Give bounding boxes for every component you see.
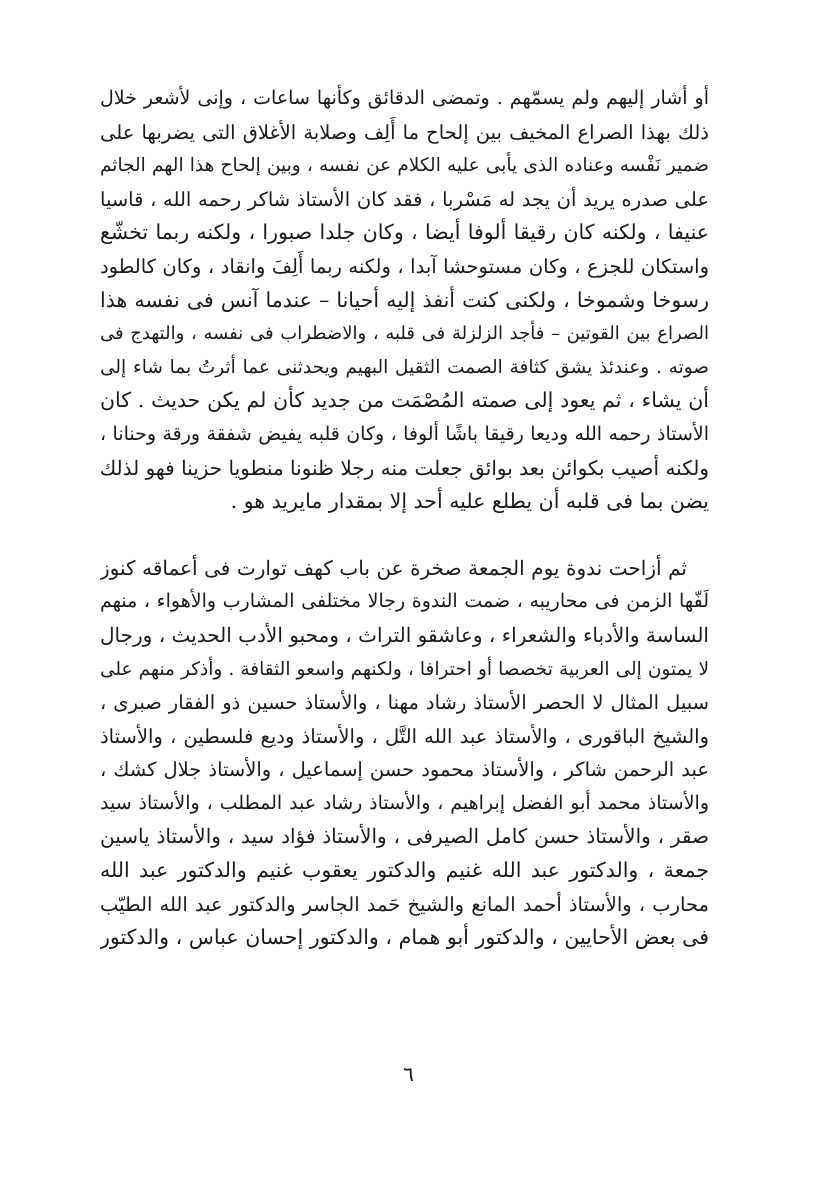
text-line: لا يمتون إلى العربية تخصصا أو احترافا ، ولكنهم واسعو الثقافة . وأذكر منهم على xyxy=(100,658,709,680)
paragraph-1 xyxy=(100,82,709,519)
text-line: الساسة والأدباء والشعراء ، وعاشقو التراث ، ومحبو الأدب الحديث ، ورجال xyxy=(100,622,709,647)
text-line: ذلك بهذا الصراع المخيف بين إلحاح ما أَلِف وصلابة الأغلاق التى يضربها على xyxy=(100,120,709,144)
text-line: فى بعض الأحايين ، والدكتور أبو همام ، والدكتور إحسان عباس ، والدكتور xyxy=(100,925,709,950)
text-line: الأستاذ رحمه الله وديعا رقيقا باشًا ألوفا ، وكان قلبه يفيض شفقة ورقة وحنانا ، xyxy=(100,422,709,445)
paragraph-2 xyxy=(100,552,709,955)
text-line: يضن بما فى قلبه أن يطلع عليه أحد إلا بمقدار مايريد هو . xyxy=(230,489,709,514)
text-line: أن يشاء ، ثم يعود إلى صمته المُصْمَت من جديد كأن لم يكن حديث . كان xyxy=(100,388,709,413)
text-line: واستكان للجزع ، وكان مستوحشا آبدا ، ولكنه ربما أَلِفَ وانقاد ، وكان كالطود xyxy=(100,254,709,278)
text-line: على صدره يريد أن يجد له مَسْربا ، فقد كان الأستاذ شاكر رحمه الله ، قاسيا xyxy=(100,187,709,211)
text-line: عنيفا ، ولكنه كان رقيقا ألوفا أيضا ، وكان جلدا صبورا ، ولكنه ربما تخشّع xyxy=(100,220,709,245)
text-line: صوته . وعندئذ يشق كثافة الصمت الثقيل البهيم ويحدثنى عما أثرتُ بما شاء إلى xyxy=(100,356,709,378)
text-line: لَفّها الزمن فى محاريبه ، ضمت الندوة رجالا مختلفى المشارب والأهواء ، منهم xyxy=(100,590,709,613)
text-line: الصراع بين القوتين – فأجد الزلزلة فى قلبه ، والاضطراب فى نفسه ، والتهدج فى xyxy=(100,323,709,345)
text-line: محارب ، والأستاذ أحمد المانع والشيخ حَمد الجاسر والدكتور عبد الله الطيّب xyxy=(100,892,709,916)
text-line: جمعة ، والدكتور عبد الله غنيم والدكتور يعقوب غنيم والدكتور عبد الله xyxy=(100,858,709,883)
text-line: والشيخ الباقورى ، والأستاذ عبد الله التَّل ، والأستاذ وديع فلسطين ، والأستاذ xyxy=(100,724,709,748)
text-line: والأستاذ محمد أبو الفضل إبراهيم ، والأستاذ رشاد عبد المطلب ، والأستاذ سيد xyxy=(100,791,709,814)
text-line: ثم أزاحت ندوة يوم الجمعة صخرة عن باب كهف توارت فى أعماقه كنوز xyxy=(100,555,687,580)
text-line: أو أشار إليهم ولم يسمّهم . وتمضى الدقائق وكأنها ساعات ، وإنى لأشعر خلال xyxy=(100,87,709,109)
text-line: رسوخا وشموخا ، ولكنى كنت أنفذ إليه أحيانا – عندما آنس فى نفسه هذا xyxy=(100,287,709,312)
page-number: ٦ xyxy=(403,1062,414,1086)
text-line: ولكنه أصيب بكوائن بعد بوائق جعلت منه رجلا ظنونا منطويا حزينا فهو لذلك xyxy=(100,455,709,480)
text-line: ضمير نَفْسه وعناده الذى يأبى عليه الكلام عن نفسه ، وبين إلحاح هذا الهم الجاثم xyxy=(100,155,709,177)
text-line: سبيل المثال لا الحصر الأستاذ رشاد مهنا ، والأستاذ حسين ذو الفقار صبرى ، xyxy=(100,691,709,715)
text-line: عبد الرحمن شاكر ، والأستاذ محمود حسن إسماعيل ، والأستاذ جلال كشك ، xyxy=(100,758,709,782)
text-line: صقر ، والأستاذ حسن كامل الصيرفى ، والأستاذ فؤاد سيد ، والأستاذ ياسين xyxy=(100,824,709,849)
